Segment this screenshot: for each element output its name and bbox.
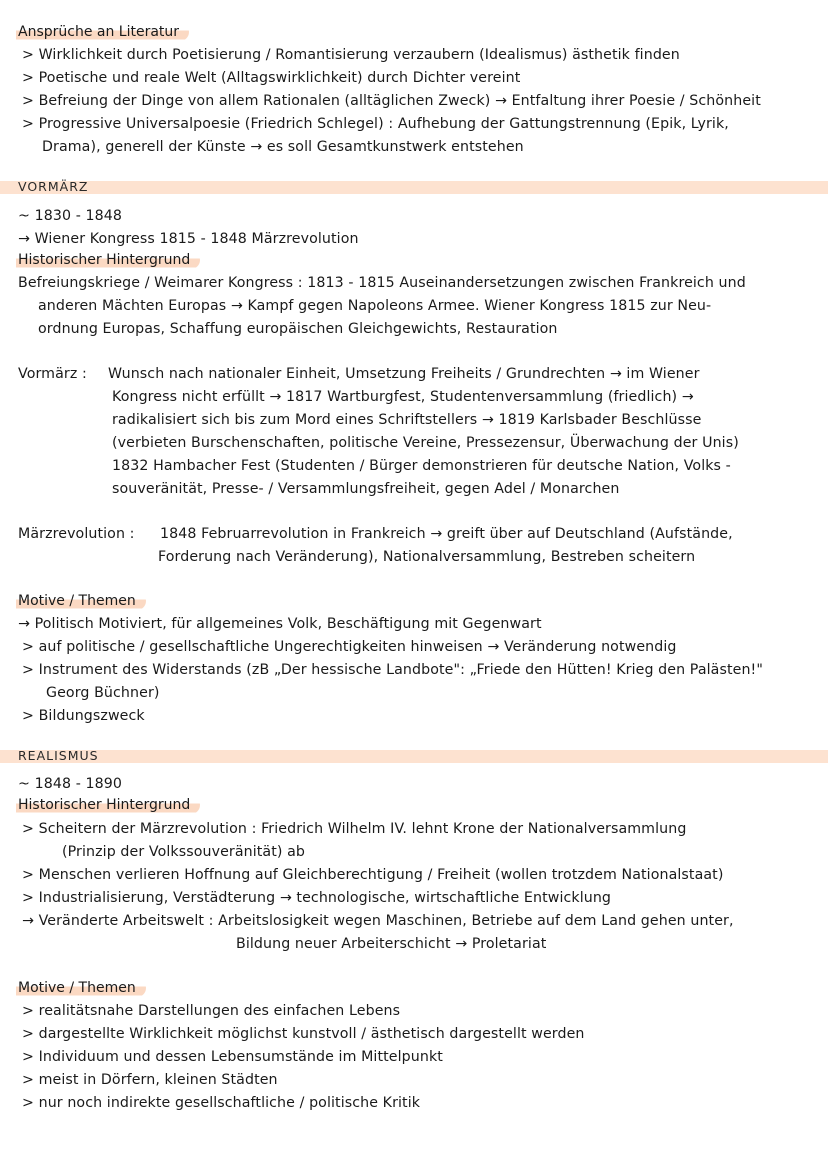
list-item: > Instrument des Widerstands (zB „Der hessische Landbote": „Friede den Hütten! Krieg den Palästen!" [22,662,763,678]
term-label-vormaerz: Vormärz : [18,366,87,382]
section-title-vormaerz: VORMÄRZ [18,179,89,194]
section-title-realismus: REALISMUS [18,748,99,763]
paragraph-line: souveränität, Presse- / Versammlungsfreiheit, gegen Adel / Monarchen [112,481,620,497]
paragraph-line: ordnung Europas, Schaffung europäischen Gleichgewichts, Restauration [38,321,558,337]
paragraph-line: Befreiungskriege / Weimarer Kongress : 1813 - 1815 Auseinandersetzungen zwischen Frankreich und [18,275,746,291]
list-item: > Menschen verlieren Hoffnung auf Gleichberechtigung / Freiheit (wollen trotzdem Nationalstaat) [22,867,724,883]
heading-ansprueche: Ansprüche an Literatur [16,23,189,41]
paragraph-line: radikalisiert sich bis zum Mord eines Schriftstellers → 1819 Karlsbader Beschlüsse [112,412,702,428]
paragraph-line: anderen Mächten Europas → Kampf gegen Napoleons Armee. Wiener Kongress 1815 zur Neu- [38,298,712,314]
list-item: > nur noch indirekte gesellschaftliche / politische Kritik [22,1095,421,1111]
list-item-continuation: (Prinzip der Volkssouveränität) ab [62,844,306,860]
term-label-maerzrevolution: Märzrevolution : [18,526,135,542]
paragraph-line: Kongress nicht erfüllt → 1817 Wartburgfest, Studentenversammlung (friedlich) → [112,389,694,405]
paragraph-line: 1832 Hambacher Fest (Studenten / Bürger demonstrieren für deutsche Nation, Volks - [112,458,731,474]
list-item: > Bildungszweck [22,708,145,724]
list-item: > Individuum und dessen Lebensumstände im Mittelpunkt [22,1049,443,1065]
heading-motive-themen: Motive / Themen [16,979,146,997]
list-item: > Progressive Universalpoesie (Friedrich Schlegel) : Aufhebung der Gattungstrennung (Epik, Lyrik, [22,116,729,132]
list-item: → Politisch Motiviert, für allgemeines Volk, Beschäftigung mit Gegenwart [18,616,542,632]
list-item-continuation: Drama), generell der Künste → es soll Gesamtkunstwerk entstehen [42,139,524,155]
section-band-vormaerz [0,181,828,194]
paragraph-line: 1848 Februarrevolution in Frankreich → greift über auf Deutschland (Aufstände, [160,526,733,542]
list-item-continuation: Georg Büchner) [46,685,160,701]
date-range: ~ 1830 - 1848 [18,208,123,224]
list-item: > Scheitern der Märzrevolution : Friedrich Wilhelm IV. lehnt Krone der Nationalversammlung [22,821,687,837]
list-item: > Wirklichkeit durch Poetisierung / Romantisierung verzaubern (Idealismus) ästhetik finden [22,47,680,63]
heading-motive-themen: Motive / Themen [16,592,146,610]
heading-historischer-hintergrund: Historischer Hintergrund [16,796,200,814]
list-item: → Wiener Kongress 1815 - 1848 Märzrevolution [18,231,359,247]
list-item: > Industrialisierung, Verstädterung → technologische, wirtschaftliche Entwicklung [22,890,612,906]
section-band-realismus [0,750,828,763]
list-item: > realitätsnahe Darstellungen des einfachen Lebens [22,1003,401,1019]
paragraph-line: (verbieten Burschenschaften, politische Vereine, Pressezensur, Überwachung der Unis) [112,435,739,451]
list-item: > meist in Dörfern, kleinen Städten [22,1072,278,1088]
list-item: > dargestellte Wirklichkeit möglichst kunstvoll / ästhetisch dargestellt werden [22,1026,585,1042]
paragraph-line: Forderung nach Veränderung), Nationalversammlung, Bestreben scheitern [158,549,696,565]
list-item: → Veränderte Arbeitswelt : Arbeitslosigkeit wegen Maschinen, Betriebe auf dem Land gehen unter, [22,913,734,929]
list-item: > Befreiung der Dinge von allem Rationalen (alltäglichen Zweck) → Entfaltung ihrer Poesie / Schönheit [22,93,761,109]
list-item: > auf politische / gesellschaftliche Ungerechtigkeiten hinweisen → Veränderung notwendig [22,639,677,655]
list-item: > Poetische und reale Welt (Alltagswirklichkeit) durch Dichter vereint [22,70,521,86]
heading-historischer-hintergrund: Historischer Hintergrund [16,251,200,269]
list-item-continuation: Bildung neuer Arbeiterschicht → Proletariat [236,936,547,952]
date-range: ~ 1848 - 1890 [18,776,123,792]
paragraph-line: Wunsch nach nationaler Einheit, Umsetzung Freiheits / Grundrechten → im Wiener [108,366,700,382]
